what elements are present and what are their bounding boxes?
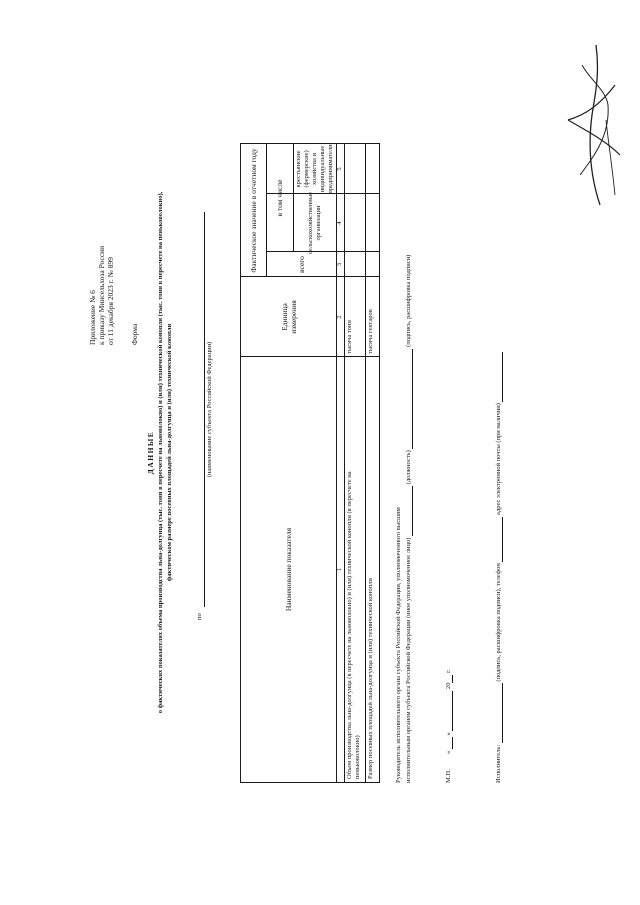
data-table [240,143,380,783]
year-prefix: 20 [445,682,452,690]
executor-input[interactable] [494,683,503,743]
col-header-agri-orgs: сельскохозяйственные организации [306,192,322,254]
day-input[interactable] [444,737,453,749]
seal-date-row [444,669,453,783]
signature-input[interactable] [404,349,413,449]
row-indicator-name: Объем производства льна-долгунца (в пересчете на льноволокно) и (или) технической конопли (в пересчете на пеньковолокно) [346,471,361,779]
document-title: ДАННЫЕ [146,430,155,475]
form-label: Форма [130,323,139,345]
col-header-farms: крестьянские (фермерские) хозяйства и индивидуальные предприниматели [294,144,334,194]
head-line2-row [404,255,413,783]
year-suffix: г. [445,669,452,673]
col-header-including: в том числе [275,179,284,217]
executor-label: Исполнитель: [495,744,502,783]
col-number-3: 3 [336,262,343,267]
date-close-quote: » [445,732,452,736]
row2-agri-cell[interactable] [365,194,379,252]
table-row [346,449,364,779]
executor-caption: (подпись, расшифровка подписи), телефон [495,563,502,682]
subject-caption: (наименование субъекта Российской Федерации) [206,341,213,478]
row-unit: тысяча тонн [346,320,353,354]
appendix-line3: от 11 декабря 2023 г. № 899 [106,257,115,345]
appendix-line1: Приложение № 6 [88,290,97,345]
table-row [367,359,379,779]
col-number-5: 5 [336,167,343,171]
appendix-block [88,145,115,345]
phone-input[interactable] [494,517,503,562]
year-input[interactable] [444,675,453,683]
col-number-4: 4 [336,221,343,225]
month-input[interactable] [444,691,453,731]
row2-total-cell[interactable] [365,252,379,277]
signature-caption: (подпись, расшифровка подписи) [405,254,412,347]
col-header-actual: Фактическое значение в отчетном году [249,148,258,273]
title-line2: фактическом размере посевных площадей льна-долгунца и (или) технической конопли [166,323,173,582]
col-header-indicator: Наименование показателя [284,527,293,612]
executor-row [494,352,503,783]
date-open-quote: « [445,750,452,755]
head-line2: исполнительным органом субъекта Российской Федерации (иное уполномоченное лицо) [405,537,412,783]
col-number-1: 1 [336,567,343,572]
email-caption: адрес электронной почты (при наличии) [495,403,502,515]
position-caption: (должность) [405,450,412,485]
row-unit: тысяча гектаров [367,309,374,354]
email-input[interactable] [494,352,503,402]
seal-label: М.П. [445,769,452,783]
row-indicator-name: Размер посевных площадей льна-долгунца и (или) технической конопли [367,578,374,779]
title-line1: о фактических показателях объема производства льна-долгунца (тыс. тонн в пересчете на льноволокно) и (или) технической конопли (тыс. тонн в пересчете на пеньковолокно), [157,191,164,714]
row1-total-cell[interactable] [344,252,365,277]
col-header-total: всего [296,256,306,273]
col-header-unit: Единица измерения [279,300,298,334]
appendix-line2: к приказу Минсельхоза России [97,245,106,345]
handwritten-signature-icon [560,35,630,215]
position-input[interactable] [404,486,413,536]
row1-farms-cell[interactable] [344,144,365,194]
head-line1: Руководитель исполнительного органа субъекта Российской Федерации, уполномоченного высшим [395,507,402,783]
col-number-2: 2 [336,315,343,319]
row1-agri-cell[interactable] [344,194,365,252]
by-prefix: по [196,613,203,620]
row2-farms-cell[interactable] [365,144,379,194]
subject-name-line[interactable] [204,212,205,607]
